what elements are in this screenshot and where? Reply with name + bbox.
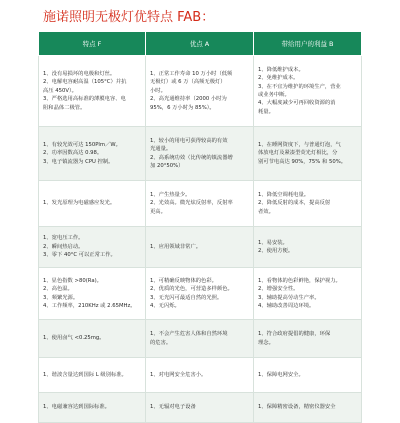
cell-line: 1、有较光效可达 150Plm／W。 bbox=[43, 141, 121, 148]
table-body bbox=[39, 56, 362, 423]
cell-line: 3、电子镇流器为 CPU 控制。 bbox=[43, 158, 114, 165]
feature-cell bbox=[39, 320, 146, 358]
feature-cell bbox=[39, 181, 146, 227]
cell-line: 1、宽电压工作。 bbox=[43, 235, 84, 242]
cell-line: 3、在不宜为维护的环境生产，营业 bbox=[258, 83, 341, 90]
cell-line: 3、严格选用高标准的薄膜电容、电 bbox=[43, 96, 126, 103]
cell-line: 1、保障精密设备，精密仪器安全 bbox=[258, 404, 336, 411]
cell-line: 1、可精确反映物体的色彩。 bbox=[150, 277, 217, 284]
feature-cell bbox=[39, 358, 146, 393]
cell-line: 3、零下 40°C 可以正常工作。 bbox=[43, 252, 116, 259]
feature-cell bbox=[39, 393, 146, 423]
cell-line: 光通量。 bbox=[150, 146, 172, 153]
cell-line: 更高。 bbox=[150, 208, 166, 215]
cell-line: 1、使用卤气 <0.25mg。 bbox=[43, 335, 105, 342]
cell-line: 1、符合政府提倡的健康，环保 bbox=[258, 331, 331, 338]
advantage-cell bbox=[146, 56, 254, 127]
benefit-cell bbox=[254, 127, 362, 181]
cell-line: 1、产生热量少。 bbox=[150, 191, 191, 198]
cell-line: 1、在睡网资度下，与普通灯泡，气 bbox=[258, 141, 341, 148]
cell-line: 高压 450V）。 bbox=[43, 87, 77, 94]
feature-cell bbox=[39, 227, 146, 268]
cell-line: 4、工作频率，210KHz 或 2.65MHz。 bbox=[43, 302, 136, 309]
cell-line: 1、降低空调耗电量。 bbox=[258, 191, 310, 198]
cell-line: 2、高系统功效（比传统的镇流器增 bbox=[150, 154, 233, 161]
fab-table bbox=[38, 31, 362, 423]
advantage-cell bbox=[146, 227, 254, 268]
benefit-cell bbox=[254, 358, 362, 393]
cell-line: 4、无闪烁。 bbox=[150, 302, 180, 309]
cell-line: 1、显色指数 >80(Ra)。 bbox=[43, 277, 102, 284]
table-row bbox=[39, 227, 362, 268]
cell-line: 阻和晶体二极管。 bbox=[43, 104, 86, 111]
cell-line: 95%，6 万小时为 85%）。 bbox=[150, 104, 215, 111]
cell-line: 3、频繁光源。 bbox=[43, 294, 79, 301]
table-row bbox=[39, 181, 362, 227]
benefit-cell bbox=[254, 268, 362, 320]
column-header-benefit: 带给用户的利益 B bbox=[254, 32, 362, 56]
cell-line: 4、辅助改善周边环境。 bbox=[258, 302, 315, 309]
column-header-advantage: 优点 A bbox=[146, 32, 254, 56]
cell-line: 无极灯）或 6 万（高频无极灯） bbox=[150, 79, 226, 86]
cell-line: 1、电磁兼容达到国际标准。 bbox=[43, 404, 110, 411]
cell-line: 加 20°50%） bbox=[150, 162, 184, 169]
cell-line: 小时。 bbox=[150, 87, 166, 94]
column-header-feature: 特点 F bbox=[39, 32, 146, 56]
advantage-cell bbox=[146, 181, 254, 227]
advantage-cell bbox=[146, 320, 254, 358]
feature-cell bbox=[39, 56, 146, 127]
cell-line: 的危害。 bbox=[150, 339, 172, 346]
feature-cell bbox=[39, 268, 146, 320]
advantage-cell bbox=[146, 393, 254, 423]
cell-line: 者效。 bbox=[258, 208, 274, 215]
cell-line: 1、降低维护成本。 bbox=[258, 66, 304, 73]
cell-line: 2、免维护成本。 bbox=[258, 75, 299, 82]
cell-line: 2、高光通维持率（2000 小时为 bbox=[150, 96, 227, 103]
benefit-cell bbox=[254, 181, 362, 227]
table-row bbox=[39, 268, 362, 320]
advantage-cell bbox=[146, 358, 254, 393]
cell-line: 2、高色温。 bbox=[43, 286, 73, 293]
cell-line: 2、电解电容耐高温（105°C）并抗 bbox=[43, 79, 127, 86]
cell-line: 4、大幅度减少可再回收资源的消 bbox=[258, 100, 336, 107]
cell-line: 体放电灯及紧凑型荧光灯相比，分 bbox=[258, 150, 338, 157]
cell-line: 1、应用领域非常广。 bbox=[150, 243, 202, 250]
cell-line: 1、正常工作寿命 10 万小时（低频 bbox=[150, 70, 233, 77]
feature-cell bbox=[39, 127, 146, 181]
benefit-cell bbox=[254, 320, 362, 358]
table-row bbox=[39, 358, 362, 393]
table-row bbox=[39, 56, 362, 127]
cell-line: 1、对电网安全危害小。 bbox=[150, 371, 207, 378]
cell-line: 1、谐波含量达到国际 L 级别标准。 bbox=[43, 371, 127, 378]
cell-line: 理念。 bbox=[258, 339, 274, 346]
benefit-cell bbox=[254, 393, 362, 423]
table-row bbox=[39, 320, 362, 358]
cell-line: 2、光效高。微光炫反射率，反射率 bbox=[150, 200, 233, 207]
cell-line: 耗量。 bbox=[258, 108, 274, 115]
benefit-cell bbox=[254, 56, 362, 127]
table-row bbox=[39, 127, 362, 181]
cell-line: 或业务中断。 bbox=[258, 92, 290, 98]
cell-line: 3、无光闪可最适自然的光照。 bbox=[150, 294, 223, 301]
cell-line: 2、使用方便。 bbox=[258, 248, 294, 254]
table-row bbox=[39, 393, 362, 423]
benefit-cell bbox=[254, 227, 362, 268]
advantage-cell bbox=[146, 268, 254, 320]
cell-line: 别可节电高达 90%，75% 和 50%。 bbox=[258, 158, 347, 165]
cell-line: 1、不会产生危害人体和自然环境 bbox=[150, 331, 228, 338]
cell-line: 1、看物体的色彩鲜艳，保护视力。 bbox=[258, 277, 341, 284]
cell-line: 2、功率因数高达 0.98。 bbox=[43, 150, 103, 157]
cell-line: 1、保障电网安全。 bbox=[258, 371, 304, 378]
cell-line: 3、辅助提高劳动生产率。 bbox=[258, 294, 320, 301]
cell-line: 1、易安装。 bbox=[258, 239, 288, 246]
cell-line: 2、优质的光色，可营造多样颜色。 bbox=[150, 286, 233, 293]
cell-line: 2、增强安全性。 bbox=[258, 286, 299, 293]
cell-line: 1、发光原理为电磁感应发光。 bbox=[43, 200, 116, 207]
table-header-row bbox=[39, 32, 362, 56]
cell-line: 1、没有易损坏的电极和灯丝。 bbox=[43, 70, 116, 77]
page-title: 施诺照明无极灯优特点 FAB： bbox=[43, 10, 215, 25]
cell-line: 1、无辐对电子设备 bbox=[150, 404, 196, 411]
cell-line: 1、较小的用电可获得较高的有效 bbox=[150, 137, 228, 144]
advantage-cell bbox=[146, 127, 254, 181]
cell-line: 2、瞬间热启动。 bbox=[43, 243, 84, 250]
cell-line: 2、降低反射的成本，提高反射 bbox=[258, 200, 331, 207]
